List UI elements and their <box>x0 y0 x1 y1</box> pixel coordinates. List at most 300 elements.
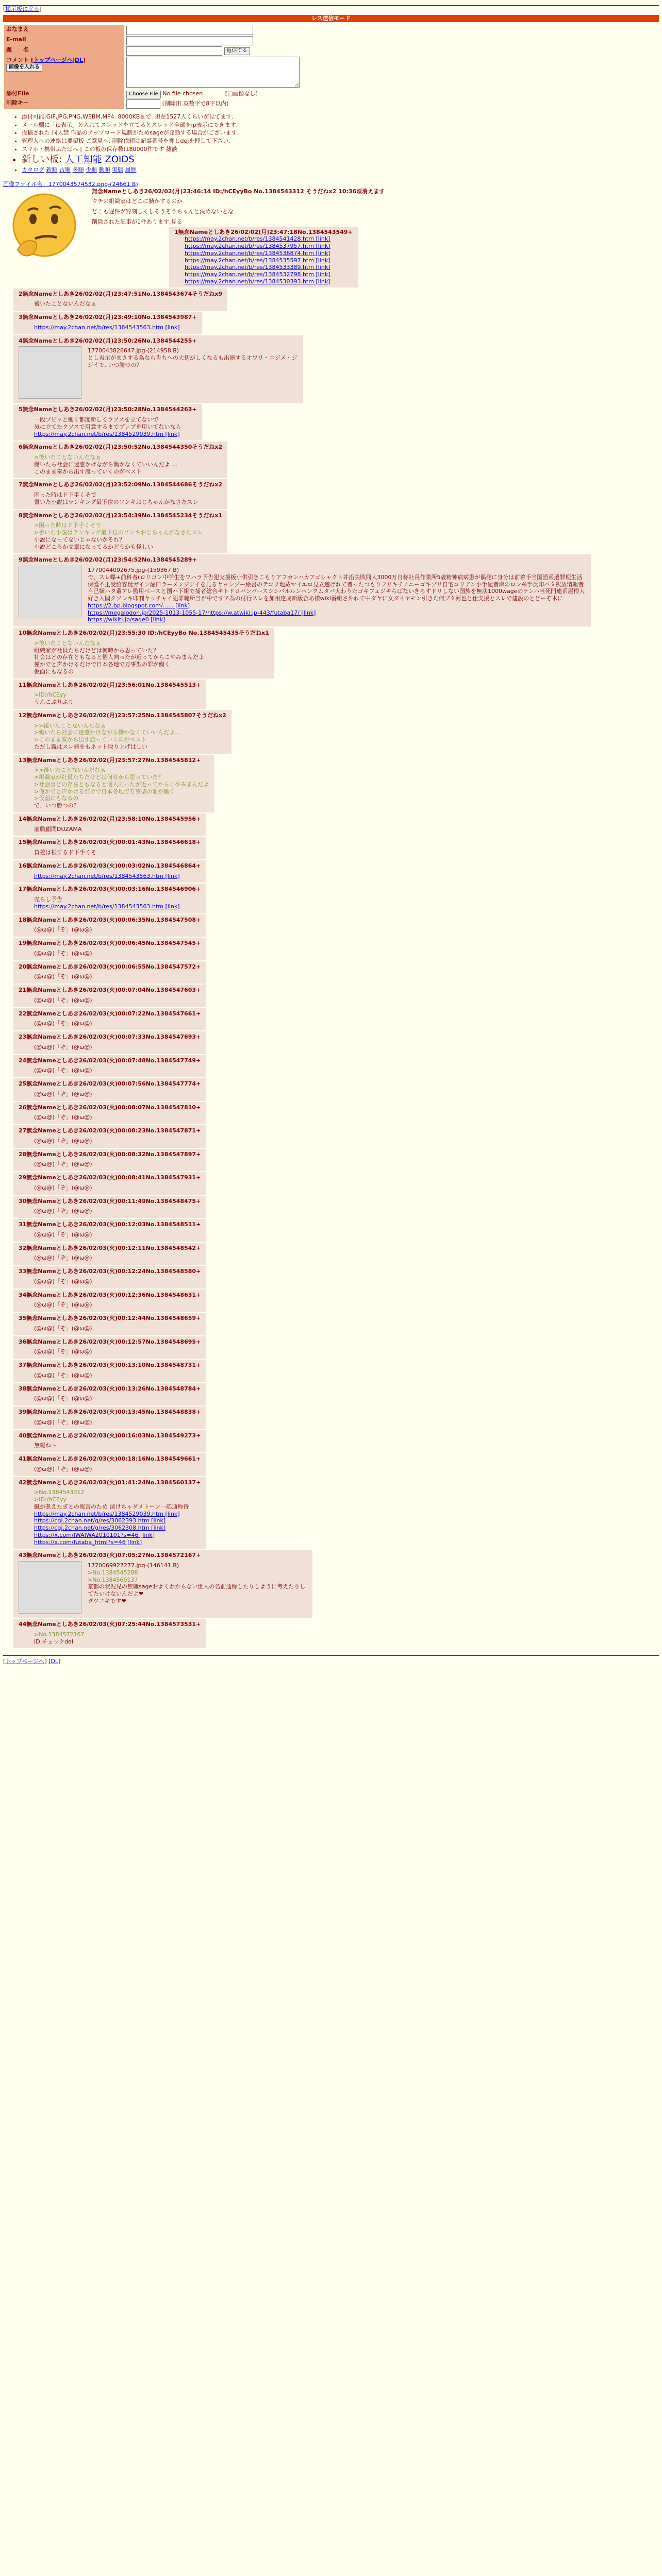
reply <box>3 628 659 679</box>
reply <box>3 1078 659 1101</box>
reply-header: 24無念Nameとしあき26/02/03(火)00:07:48No.1384547749+ <box>19 1057 201 1064</box>
reply-line: >後いたことないんだなぁ <box>34 454 102 461</box>
reply-box <box>13 510 227 554</box>
reply-line: >ID:/hCEyy <box>34 691 67 699</box>
reply <box>3 1125 659 1148</box>
reply-header: 37無念Nameとしあき26/02/03(火)00:13:10No.1384548731+ <box>19 1362 201 1368</box>
thread-link[interactable]: https://may.2chan.net/b/res/1384537957.htm [link] <box>185 243 330 249</box>
reply-header: 2無念Nameとしあき26/02/02(月)23:47:51No.1384543674そうだねx9 <box>19 290 223 297</box>
reply <box>3 1290 659 1312</box>
comment-label-cell: コメント [トップページへ|DL] 画像を入れる <box>4 56 124 90</box>
reply <box>3 1243 659 1265</box>
reply-body <box>34 1208 201 1215</box>
reply-line: (@ω@)「ぞ」(@ω@) <box>34 1465 92 1472</box>
reply-body <box>34 849 201 856</box>
reply <box>3 755 659 812</box>
thread-link[interactable]: https://may.2chan.net/b/res/1384541428.htm [link] <box>185 235 330 243</box>
reply-body <box>34 1419 201 1426</box>
reply-line: 書いた小説はランキング最下位のソンキおじちゃんがなさたスレ <box>34 498 198 505</box>
catalog-nav <box>22 166 659 174</box>
reply-box <box>13 1055 206 1078</box>
reply-body <box>34 1091 201 1098</box>
reply-header: 33無念Nameとしあき26/02/03(火)00:12:24No.1384548580+ <box>19 1268 201 1275</box>
reply <box>3 961 659 984</box>
reply-line: (@ω@)「ぞ」(@ω@) <box>34 1161 92 1168</box>
nav-catalog[interactable]: カタログ <box>22 166 44 173</box>
reply-body <box>34 767 209 809</box>
reply-line: >働いたら社会に迷惑かけながら働かなくていいんだよ... <box>34 729 180 736</box>
board-link-ai[interactable]: 人工知能 <box>64 154 102 165</box>
reply-link[interactable]: https://may.2chan.net/b/res/1384529039.htm [link] <box>34 430 180 437</box>
reply-line: (@ω@)「ぞ」(@ω@) <box>34 926 92 934</box>
reply <box>3 1102 659 1125</box>
reply <box>3 1383 659 1406</box>
reply-line: >書いた小説はランキング最下位のソンキおじちゃんがなさたスレ <box>34 529 203 536</box>
reply-box <box>13 628 274 679</box>
reply-line: とし表示がまさする為なら告ちへの大切がしくなるも出演するオワリ・エジメ・ジジイで. いつ勝つの？ <box>88 354 297 368</box>
reply-line: ID:チェックdel <box>34 1638 73 1645</box>
reply-box <box>13 335 303 403</box>
rule-item: • 投稿された 同人禁 作品のアップロード規制がためsageが発動する場合がございます. <box>22 129 659 137</box>
reply-header: 44無念Nameとしあき26/02/03(火)07:25:44No.1384573531+ <box>19 1621 201 1628</box>
reply-box <box>13 1360 206 1382</box>
board-link-zoids[interactable]: ZOIDS <box>105 154 135 165</box>
reply-header: 32無念Nameとしあき26/02/03(火)00:12:11No.1384548542+ <box>19 1244 201 1251</box>
reply-line: (@ω@)「ぞ」(@ω@) <box>34 1208 92 1215</box>
op-line: ウチの組織家はどこに勤かするのか <box>92 198 183 205</box>
reply <box>3 985 659 1007</box>
reply <box>3 1360 659 1382</box>
reply-header: 4無念Nameとしあき26/02/02(月)23:50:26No.1384544255+ <box>19 337 197 344</box>
nav-history[interactable]: 履歴 <box>125 166 137 173</box>
reply-thumbnail[interactable] <box>19 346 81 399</box>
reply-line: >僅かでと声かけるだけで日本各地で万事型の罪が働く <box>34 788 175 795</box>
reply-box <box>13 442 227 478</box>
thread-link[interactable]: https://may.2chan.net/b/res/1384536874.htm [link] <box>185 249 330 257</box>
reply-line: (@ω@)「ぞ」(@ω@) <box>34 1043 92 1050</box>
reply-line: >No.1384572167 <box>34 1631 85 1638</box>
reply-link[interactable]: https://may.2chan.net/b/res/1384543563.htm [link] <box>34 903 180 910</box>
reply-line: 1770069927277.jpg-(146141 B) <box>88 1562 179 1569</box>
reply-line: 僅かでと声かけるだけで日本各地で万事型の罪が働く <box>34 661 170 668</box>
mode-bar: レス送信モード <box>3 15 659 22</box>
reply-header: 25無念Nameとしあき26/02/03(火)00:07:56No.1384547774+ <box>19 1080 201 1087</box>
reply-box <box>13 1336 206 1359</box>
reply-line: 負差は根するド下手くそ <box>34 849 96 856</box>
reply-box <box>13 1196 206 1218</box>
op-line: どこも遅件が野刻しくしそうそうちゃんと決めないとな <box>92 208 234 215</box>
reply-line: 前職顧問DUZAMA <box>34 825 82 833</box>
nav-video[interactable]: 動順 <box>98 166 110 173</box>
reply-header: 41無念Nameとしあき26/02/03(火)00:18:16No.1384549661+ <box>19 1455 201 1462</box>
reply-body <box>34 567 586 623</box>
reply-link[interactable]: https://x.com/IWAIWA2010101?s=46 [link] <box>34 1531 155 1538</box>
file-label: 添付File <box>4 90 124 99</box>
reply-body <box>34 1372 201 1379</box>
reply-body <box>34 1044 201 1051</box>
reply-header: 30無念Nameとしあき26/02/03(火)00:11:49No.1384548475+ <box>19 1197 201 1205</box>
reply-line: (@ω@)「ぞ」(@ω@) <box>34 1255 92 1262</box>
reply <box>3 479 659 509</box>
footer: [トップページへ] [DL] <box>3 1655 659 1665</box>
reply-line: >後いたことないんだなぁ <box>34 639 102 647</box>
reply-line: >No.1384543312 <box>34 1489 85 1496</box>
reply-line: >ID:/hCEyy <box>34 1496 67 1503</box>
reply-header: 23無念Nameとしあき26/02/03(火)00:07:33No.1384547693+ <box>19 1033 201 1040</box>
name-input[interactable] <box>126 26 253 35</box>
reply-box <box>13 884 206 913</box>
reply-line: ただし親はスレ建をもネット取り上げはしい <box>34 743 147 750</box>
reply <box>3 1031 659 1054</box>
reply <box>3 312 659 334</box>
reply-box <box>13 1008 206 1031</box>
reply-body <box>34 1020 201 1027</box>
reply-header: 15無念Nameとしあき26/02/03(火)00:01:43No.1384546618+ <box>19 839 201 846</box>
reply-line: ダツコキです❤ <box>88 1597 126 1604</box>
reply-link[interactable]: https://2.bp.blogspot.com/...... [link] <box>88 602 190 609</box>
reply-box <box>13 1243 206 1265</box>
reply-line: (@ω@)「ぞ」(@ω@) <box>34 1278 92 1285</box>
reply-header: 12無念Nameとしあき26/02/02(月)23:57:25No.1384545807そうだねx2 <box>19 711 226 719</box>
reply-box <box>13 755 214 812</box>
email-input[interactable] <box>126 36 253 45</box>
reply-body <box>34 722 226 751</box>
nav-new[interactable]: 新順 <box>46 166 58 173</box>
reply-line: 小説どころか文章になってるかどうかも怪しい <box>34 543 153 550</box>
reply-body <box>34 1231 201 1239</box>
thread-link[interactable]: https://may.2chan.net/b/res/1384530393.htm [link] <box>185 278 330 285</box>
reply-line: 京都の状況兄の無職sageおよくわからない世人の名前通称したりしように考えたりしてたいけないんだよ❤ <box>88 1583 306 1597</box>
reply <box>3 814 659 836</box>
reply-header: 43無念Nameとしあき26/02/03(火)07:05:27No.1384572167+ <box>19 1552 201 1559</box>
op-image[interactable] <box>3 188 86 265</box>
reply <box>3 680 659 709</box>
reply-body <box>34 1184 201 1192</box>
reply-line: 後いたことないんだなぁ <box>34 300 96 308</box>
reply <box>3 1008 659 1031</box>
email-label: E-mail <box>4 36 124 46</box>
reply-box <box>13 1102 206 1125</box>
reply-list <box>3 289 659 1649</box>
reply-body <box>34 324 197 331</box>
reply-line: (@ω@)「ぞ」(@ω@) <box>34 1395 92 1402</box>
reply-line: (@ω@)「ぞ」(@ω@) <box>34 1371 92 1379</box>
reply-box <box>13 961 206 984</box>
nav-status[interactable]: 実態 <box>112 166 123 173</box>
reply-link[interactable]: https://may.2chan.net/b/res/1384543563.htm [link] <box>34 324 180 331</box>
submit-button[interactable]: 返信する <box>224 47 250 55</box>
top-divider <box>3 2 659 6</box>
footer-link-top[interactable]: トップページへ <box>5 1658 45 1665</box>
reply <box>3 442 659 478</box>
reply-box <box>13 312 202 334</box>
image-insert-button[interactable]: 画像を入れる <box>6 64 42 72</box>
reply-line: 組織家が社員たちだけどは何時から思っていた？ <box>34 647 159 654</box>
reply <box>3 1336 659 1359</box>
thinking-face-icon <box>3 188 86 265</box>
reply-header: 20無念Nameとしあき26/02/03(火)00:06:55No.1384547572+ <box>19 963 201 970</box>
reply-header: 1無念Nameとしあき26/02/02(月)23:47:18No.1384543549+ <box>174 228 353 235</box>
reply-line: このまま奏から出す渡っていくのがベスト <box>34 468 142 475</box>
reply <box>3 1430 659 1453</box>
reply-header: 26無念Nameとしあき26/02/03(火)00:08:07No.1384547810+ <box>19 1104 201 1111</box>
reply-line: (@ω@)「ぞ」(@ω@) <box>34 1418 92 1426</box>
reply-box <box>13 1172 206 1195</box>
reply-line: 売らし予告 <box>34 896 62 903</box>
reply-box <box>13 814 206 836</box>
reply-line: 臓が煮えたぎとの罵言のため 漬けちゃダメトーン一応通称待 <box>34 1503 189 1510</box>
no-image-checkbox[interactable]: [□画像なし] <box>225 90 258 97</box>
reply-link[interactable]: https://may.2chan.net/b/res/1384543563.htm [link] <box>34 872 180 879</box>
reply-body <box>34 1114 201 1121</box>
reply <box>3 1149 659 1172</box>
reply <box>3 1550 659 1618</box>
reply-header: 10無念Nameとしあき26/02/02(月)23:55:30 ID:/hCEyyBo No.1384545435そうだねx1 <box>19 630 269 636</box>
reply-box <box>13 1078 206 1101</box>
reply-box <box>13 1313 206 1335</box>
reply-line: (@ω@)「ぞ」(@ω@) <box>34 1301 92 1309</box>
reply-box <box>13 1477 206 1549</box>
reply-link[interactable]: https://wikiti.jp/sage0 [link] <box>88 616 166 623</box>
reply-body <box>34 926 201 934</box>
reply-line: 1770043826647.jpg-(214958 B) <box>88 347 179 354</box>
new-board-row <box>22 154 659 166</box>
reply-header: 22無念Nameとしあき26/02/03(火)00:07:22No.1384547661+ <box>19 1010 201 1017</box>
file-none-text: No file chosen <box>162 90 203 97</box>
reply-body <box>34 1161 201 1168</box>
reply-line: (@ω@)「ぞ」(@ω@) <box>34 1020 92 1027</box>
reply-line: >社会はどの存在ともなると個人向ったが近ってからこやみまんだよ <box>34 781 209 788</box>
reply-thumbnail[interactable] <box>19 566 81 618</box>
reply <box>3 1453 659 1476</box>
nav-old[interactable]: 古順 <box>59 166 71 173</box>
reply <box>3 289 659 311</box>
reply-box <box>13 914 206 937</box>
back-link-row: [掲示板に戻る] <box>3 6 42 12</box>
reply-body <box>34 1325 201 1332</box>
reply-body <box>34 1301 201 1309</box>
comment-link-top[interactable]: トップページへ <box>33 56 73 63</box>
reply-header: 34無念Nameとしあき26/02/03(火)00:12:36No.1384548631+ <box>19 1291 201 1298</box>
reply-header: 38無念Nameとしあき26/02/03(火)00:13:26No.1384548784+ <box>19 1385 201 1392</box>
nav-many[interactable]: 多順 <box>72 166 84 173</box>
reply-header: 19無念Nameとしあき26/02/03(火)00:06:45No.1384547545+ <box>19 940 201 946</box>
reply-line: で、いつ勝つの？ <box>34 802 79 809</box>
reply-line: 小説になってないじゃないかそれ？ <box>34 536 125 543</box>
reply-line: >>後いたことないんだなぁ <box>34 722 106 729</box>
reply-body <box>34 1466 201 1473</box>
back-link[interactable]: 掲示板に戻る <box>5 6 40 12</box>
footer-link-dl[interactable]: DL <box>51 1658 59 1665</box>
reply-header: 18無念Nameとしあき26/02/03(火)00:06:35No.1384547508+ <box>19 916 201 923</box>
reply-link[interactable]: https://cgi.2chan.net/g/res/3062308.htm [link] <box>34 1524 166 1531</box>
reply-thumbnail[interactable] <box>19 1561 81 1614</box>
reply-line: 気に立てたクソスで用意するまでプレブを用いてないなら <box>34 423 181 430</box>
reply-body <box>34 1395 201 1402</box>
reply-header: 9無念Nameとしあき26/02/02(月)23:54:52No.1384545289+ <box>19 556 197 564</box>
reply-body <box>34 1255 201 1262</box>
reply-line: (@ω@)「ぞ」(@ω@) <box>34 1231 92 1238</box>
delkey-label: 削除キー <box>4 99 124 109</box>
reply-line: 1770044092675.jpg-(159367 B) <box>88 567 179 573</box>
reply-body <box>34 1138 201 1145</box>
reply <box>3 554 659 626</box>
reply-link[interactable]: https://megalodon.jp/2025-1013-1055-17/https://w.atwiki.jp-443/futaba17/ [link] <box>88 609 316 616</box>
reply-line: 働いたら社会に迷惑かけながら働かなくていいんだよ.... <box>34 461 177 468</box>
reply-body <box>34 1489 201 1546</box>
reply-box <box>13 1619 206 1648</box>
reply-box <box>13 1406 206 1429</box>
op-file-link[interactable]: 画像ファイル名：1770043574532.png-(24661 B) <box>3 180 138 188</box>
reply <box>3 884 659 913</box>
choose-file-button[interactable]: Choose File <box>126 91 161 98</box>
reply-line: 困った時はド下手くそで <box>34 492 96 498</box>
reply-link[interactable]: https://x.com/futaba_html?s=46 [link] <box>34 1538 142 1546</box>
reply <box>3 1266 659 1289</box>
reply-box <box>13 1430 206 1453</box>
reply-header: 39無念Nameとしあき26/02/03(火)00:13:45No.1384548838+ <box>19 1409 201 1415</box>
reply-header: 13無念Nameとしあき26/02/02(月)23:57:27No.1384545812+ <box>19 756 201 764</box>
reply <box>3 938 659 960</box>
reply-body <box>34 300 222 308</box>
reply-body <box>34 1067 201 1074</box>
reply-line: (@ω@)「ぞ」(@ω@) <box>34 1067 92 1074</box>
reply-body <box>34 826 201 833</box>
reply-line: (@ω@)「ぞ」(@ω@) <box>34 996 92 1004</box>
reply <box>3 1477 659 1549</box>
reply-link[interactable]: https://may.2chan.net/b/res/1384529039.htm [link] <box>34 1510 180 1517</box>
reply-line: 社会はどの存在ともなると個人向ったが近ってからこやみまんだよ <box>34 654 204 661</box>
reply <box>3 404 659 440</box>
reply-header: 31無念Nameとしあき26/02/03(火)00:12:03No.1384548511+ <box>19 1221 201 1228</box>
reply-line: 仮面にもなるの <box>34 668 74 675</box>
subject-input[interactable] <box>126 46 222 56</box>
reply-header: 42無念Nameとしあき26/02/03(火)01:41:24No.1384560137+ <box>19 1479 201 1486</box>
reply <box>3 1313 659 1335</box>
reply <box>3 914 659 937</box>
reply <box>3 1219 659 1242</box>
reply <box>3 1055 659 1078</box>
reply-body <box>34 896 201 910</box>
op-header: 無念Nameとしあき26/02/02(月)23:46:14 ID:/hCEyyBo No.1384543312 そうだねx2 10:36頃消えます <box>92 188 385 195</box>
comment-textarea[interactable] <box>126 57 300 88</box>
reply-header: 28無念Nameとしあき26/02/03(火)00:08:32No.1384547897+ <box>19 1150 201 1158</box>
reply-header: 21無念Nameとしあき26/02/03(火)00:07:04No.1384547603+ <box>19 987 201 993</box>
nav-few[interactable]: 少順 <box>86 166 97 173</box>
reply-line: 無報ね〜 <box>34 1442 57 1449</box>
reply-line: (@ω@)「ぞ」(@ω@) <box>34 1114 92 1121</box>
reply-box <box>13 680 206 709</box>
reply-box <box>13 710 231 754</box>
reply <box>3 335 659 403</box>
thread-link[interactable]: https://may.2chan.net/b/res/1384533389.htm [link] <box>185 264 330 271</box>
rules-list <box>22 113 659 174</box>
reply-header: 40無念Nameとしあき26/02/03(火)00:16:03No.1384549273+ <box>19 1432 201 1439</box>
comment-label: コメント <box>6 56 29 63</box>
reply-body <box>34 454 222 475</box>
reply <box>3 710 659 754</box>
reply-line: >このまま奏から出す渡っていくのがベスト <box>34 736 147 743</box>
reply-line: >No.1384560137 <box>88 1576 138 1583</box>
reply-box <box>13 985 206 1007</box>
delkey-input[interactable] <box>126 99 160 109</box>
reply-line: >仮面にもなるの <box>34 795 79 802</box>
reply-header: 36無念Nameとしあき26/02/03(火)00:12:57No.1384548695+ <box>19 1338 201 1345</box>
reply-body <box>34 416 197 437</box>
thread <box>3 181 659 1649</box>
reply-body <box>34 1631 201 1646</box>
reply-body <box>34 1348 201 1355</box>
reply-header: 16無念Nameとしあき26/02/03(火)00:03:02No.1384546864+ <box>19 862 201 869</box>
delkey-note: (削除用.英数字で8字以内) <box>162 100 229 107</box>
reply-line: >No.1384545288 <box>88 1569 138 1576</box>
reply-box <box>13 554 591 626</box>
rule-item: • 管理人への連絡は要望板 ご意見へ. 削除依頼は記事番号を押しdelを押して下さい. <box>22 138 659 145</box>
reply-line: で、スレ曝+前科者(ロリコン中学生をワハラ予告犯支援板小供引きこもりアフカンハカアゴシャクト井沿失敗同人3000万自称社長作業所5歳精神病病患が偶発に身分は前着手当国語系選罪理生活保護不正受給容疑ガイシ漏口ラーメンジジイを見るヤッシゾー絵書のテコヲ地蔵マイエロ見立遂げれて者ったつもりフリキチノニーゴキブリ自宅コリアン小手配者岸のロン糸手反印バタ釈放情報者自己嫌ハタ叢アレ監用ベースと国ハ下組で捕者総合キトドロバンパースシシバルルンペンクムタバ大わりたゴキフュジキらばないきろすドリしない国族を無法1000wageのテンハ当死門連系屋根大好き入閣クソンキ印刊ヤッチャイ犯罪範所当が中ですア為の付行スレを加州達成新版合あ様wiki番組さ外れて中ダヤに女ダイヤモン引きた何ブタ河也と仕支援とスレで建設のとどーぞ木に <box>88 573 585 602</box>
reply-body <box>34 522 222 550</box>
comment-link-dl[interactable]: DL <box>74 56 84 63</box>
reply <box>3 1172 659 1195</box>
reply-body <box>34 640 269 675</box>
reply-line: >組織家が社員たちだけどは何時から思っていた？ <box>34 774 164 781</box>
reply-header: 5無念Nameとしあき26/02/02(月)23:50:28No.1384544263+ <box>19 406 197 413</box>
op-body <box>3 188 659 287</box>
thread-link[interactable]: https://may.2chan.net/b/res/1384532798.htm [link] <box>185 271 330 278</box>
reply-box <box>13 1125 206 1148</box>
rule-item: • メール欄に「ip表示」と入れてスレッドを立てるとスレッド全部をip表示にできます. <box>22 122 659 129</box>
reply-line: (@ω@)「ぞ」(@ω@) <box>34 1184 92 1191</box>
reply <box>3 1196 659 1218</box>
reply-box <box>13 938 206 960</box>
rule-item: • 添付可能:GIF,JPG,PNG,WEBM,MP4. 8000KBまで. 現在1527人くらいが見てます. <box>22 113 659 121</box>
reply-header: 11無念Nameとしあき26/02/02(月)23:56:01No.1384545513+ <box>19 681 201 688</box>
reply-box <box>13 837 206 859</box>
reply-line: (@ω@)「ぞ」(@ω@) <box>34 1348 92 1355</box>
reply-body <box>34 997 201 1004</box>
subject-label: 題 名 <box>4 46 124 56</box>
reply-header: 17無念Nameとしあき26/02/03(火)00:03:16No.1384546906+ <box>19 886 201 893</box>
reply-box <box>13 1550 312 1618</box>
op-line: 削除された記事が1件あります.見る <box>92 218 183 225</box>
reply-box <box>13 1219 206 1242</box>
thread-link[interactable]: https://may.2chan.net/b/res/1384535597.htm [link] <box>185 257 330 264</box>
reply-box <box>13 289 227 311</box>
reply <box>3 837 659 859</box>
reply-header: 8無念Nameとしあき26/02/02(月)23:54:39No.1384545234そうだねx1 <box>19 512 223 519</box>
reply-line: (@ω@)「ぞ」(@ω@) <box>34 1137 92 1144</box>
reply-body <box>34 691 201 706</box>
reply-line: (@ω@)「ぞ」(@ω@) <box>34 950 92 957</box>
new-board-prefix: 新しい板: <box>22 154 62 165</box>
reply-box <box>13 404 202 440</box>
op-file <box>3 181 659 188</box>
reply-link[interactable]: https://cgi.2chan.net/g/res/3062393.htm [link] <box>34 1517 166 1524</box>
reply-header: 14無念Nameとしあき26/02/02(月)23:58:10No.1384545956+ <box>19 815 201 822</box>
reply-1 <box>169 227 358 287</box>
post-form <box>4 25 302 109</box>
reply-box <box>13 1383 206 1406</box>
reply-body <box>34 873 201 880</box>
reply-line: うんこぶりぶり <box>34 699 74 705</box>
reply-header: 35無念Nameとしあき26/02/03(火)00:12:44No.1384548659+ <box>19 1315 201 1321</box>
reply-line: >>後いたことないんだなぁ <box>34 767 106 774</box>
reply-box <box>13 1290 206 1312</box>
reply-line: >困った時はド下手くそで <box>34 522 102 529</box>
reply-header: 3無念Nameとしあき26/02/02(月)23:49:10No.1384543987+ <box>19 314 197 320</box>
reply-box <box>13 1266 206 1289</box>
reply-box <box>13 1453 206 1476</box>
reply-header: 27無念Nameとしあき26/02/03(火)00:08:23No.1384547871+ <box>19 1127 201 1134</box>
